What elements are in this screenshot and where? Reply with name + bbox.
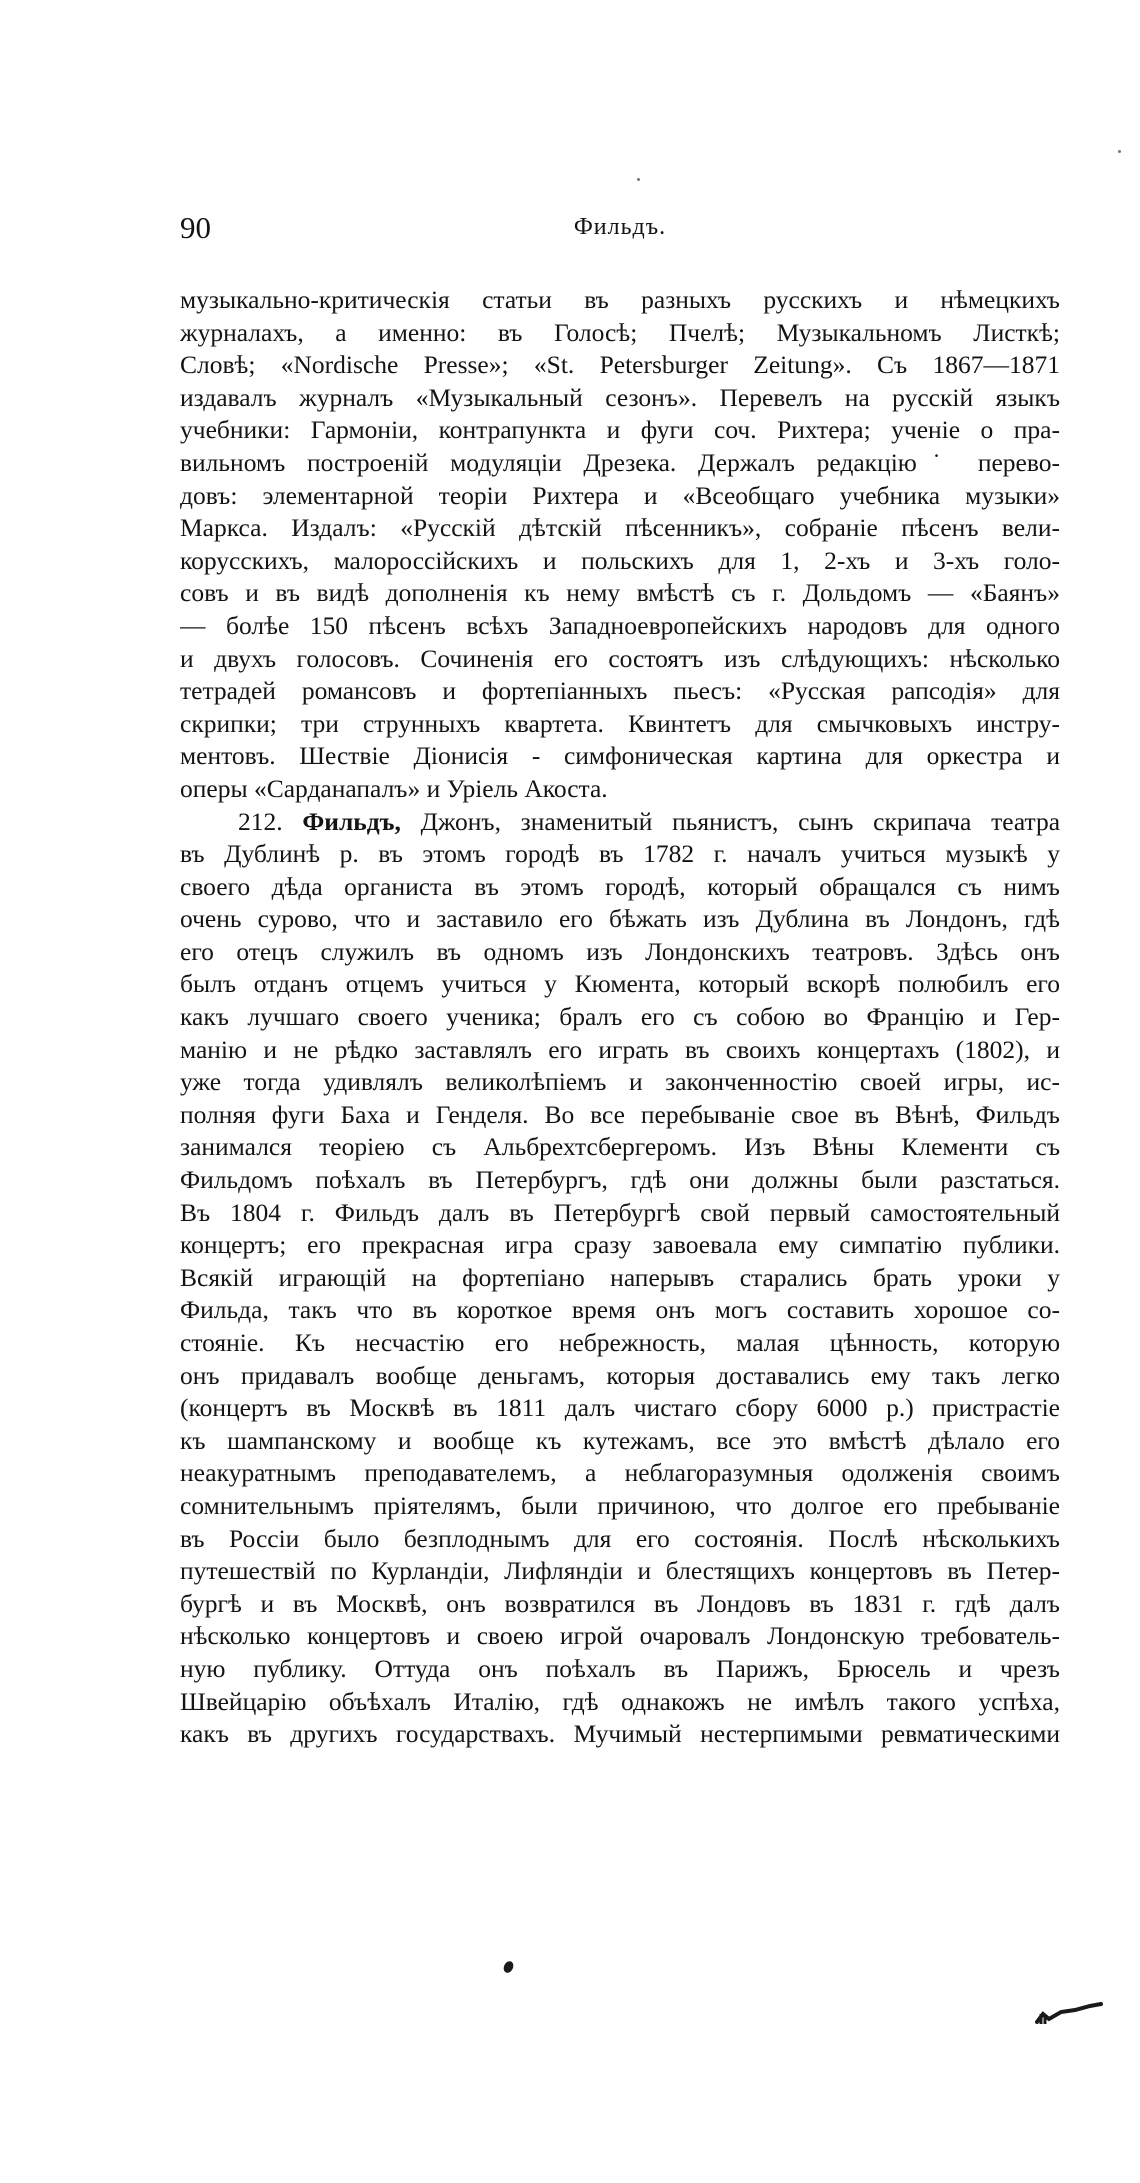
- text-line: и двухъ голосовъ. Сочиненія его состоятъ изъ слѣдующихъ: нѣсколько: [180, 643, 1060, 673]
- running-head: Фильдъ.: [573, 214, 667, 240]
- text-line: ментовъ. Шествіе Діонисія - симфоническая картина для оркестра и: [180, 741, 1060, 771]
- body-text: [180, 284, 1060, 1751]
- text-line: Всякій играющій на фортепіано наперывъ старались брать уроки у: [180, 1262, 1060, 1292]
- page-header: [180, 210, 1060, 250]
- text-line: бургѣ и въ Москвѣ, онъ возвратился въ Лондовъ въ 1831 г. гдѣ далъ: [180, 1588, 1060, 1618]
- text-line: учебники: Гармоніи, контрапункта и фуги соч. Рихтера; ученіе о пра-: [180, 415, 1060, 445]
- text-line: онъ придавалъ вообще деньгамъ, которыя доставались ему такъ легко: [180, 1360, 1060, 1390]
- ink-scratch-mark: [1035, 2000, 1105, 2030]
- text-line: нѣсколько концертовъ и своею игрой очаровалъ Лондонскую требователь-: [180, 1621, 1060, 1651]
- text-line: Швейцарію объѣхалъ Италію, гдѣ однакожъ не имѣлъ такого успѣха,: [180, 1686, 1060, 1716]
- entry-headword: Фильдъ,: [302, 806, 401, 836]
- paragraph-continuation: [180, 284, 1060, 806]
- speck-mark: [1118, 150, 1121, 153]
- ink-blot: [502, 1960, 515, 1975]
- text-line: къ шампанскому и вообще къ кутежамъ, все это вмѣстѣ дѣлало его: [180, 1425, 1060, 1455]
- text-line: въ Дублинѣ р. въ этомъ городѣ въ 1782 г. началъ учиться музыкѣ у: [180, 839, 1060, 869]
- text-line: совъ и въ видѣ дополненія къ нему вмѣстѣ съ г. Дольдомъ — «Баянъ»: [180, 578, 1060, 608]
- text-line: Фильда, такъ что въ короткое время онъ могъ составить хорошое со-: [180, 1295, 1060, 1325]
- text-line: неакуратнымъ преподавателемъ, а неблагоразумныя одолженія своимъ: [180, 1458, 1060, 1488]
- speck-mark: [637, 178, 640, 181]
- text-line: — болѣе 150 пѣсенъ всѣхъ Западноевропейскихъ народовъ для одного: [180, 610, 1060, 640]
- text-line: вильномъ построеній модуляціи Дрезека. Держалъ редакцію˙ перево-: [180, 447, 1060, 477]
- text-line: манію и не рѣдко заставлялъ его играть въ своихъ концертахъ (1802), и: [180, 1034, 1060, 1064]
- entry-first-line: [180, 806, 1060, 839]
- text-line: тетрадей романсовъ и фортепіанныхъ пьесъ: «Русская рапсодія» для: [180, 676, 1060, 706]
- page-number: 90: [180, 210, 211, 245]
- entry-number: 212.: [238, 806, 283, 836]
- text-line: занимался теоріею съ Альбрехтсбергеромъ. Изъ Вѣны Клементи съ: [180, 1132, 1060, 1162]
- text-line: сомнительнымъ пріятелямъ, были причиною, что долгое его пребываніе: [180, 1490, 1060, 1520]
- text-line: какъ лучшаго своего ученика; бралъ его съ собою во Францію и Гер-: [180, 1002, 1060, 1032]
- text-line: Въ 1804 г. Фильдъ далъ въ Петербургѣ свой первый самостоятельный: [180, 1197, 1060, 1227]
- text-line: своего дѣда органиста въ этомъ городѣ, который обращался съ нимъ: [180, 871, 1060, 901]
- text-line: его отецъ служилъ въ одномъ изъ Лондонскихъ театровъ. Здѣсь онъ: [180, 936, 1060, 966]
- text-line: издавалъ журналъ «Музыкальный сезонъ». Перевелъ на русскій языкъ: [180, 382, 1060, 412]
- text-line: Маркса. Издалъ: «Русскій дѣтскій пѣсенникъ», собраніе пѣсенъ вели-: [180, 513, 1060, 543]
- text-line: въ Россіи было безплоднымъ для его состоянія. Послѣ нѣсколькихъ: [180, 1523, 1060, 1553]
- text-line: очень сурово, что и заставило его бѣжать изъ Дублина въ Лондонъ, гдѣ: [180, 904, 1060, 934]
- text-line: ную публику. Оттуда онъ поѣхалъ въ Парижъ, Брюсель и чрезъ: [180, 1653, 1060, 1683]
- text-line: былъ отданъ отцемъ учиться у Кюмента, который вскорѣ полюбилъ его: [180, 969, 1060, 999]
- text-line: (концертъ въ Москвѣ въ 1811 далъ чистаго сбору 6000 р.) пристрастіе: [180, 1393, 1060, 1423]
- text-line: какъ въ другихъ государствахъ. Мучимый нестерпимыми ревматическими: [180, 1719, 1060, 1749]
- text-line: оперы «Сарданапалъ» и Уріель Акоста.: [180, 773, 608, 803]
- text-line: полняя фуги Баха и Генделя. Во все перебываніе свое въ Вѣнѣ, Фильдъ: [180, 1099, 1060, 1129]
- entry-first-line-text: Джонъ, знаменитый пьянистъ, сынъ скрипача театра: [420, 806, 1060, 836]
- text-line: уже тогда удивлялъ великолѣпіемъ и законченностію своей игры, ис-: [180, 1067, 1060, 1097]
- text-line: Словѣ; «Nordische Presse»; «St. Petersburger Zeitung». Съ 1867—1871: [180, 350, 1060, 380]
- text-line: Фильдомъ поѣхалъ въ Петербургъ, гдѣ они должны были разстаться.: [180, 1165, 1060, 1195]
- text-line: корусскихъ, малороссійскихъ и польскихъ для 1, 2-хъ и 3-хъ голо-: [180, 545, 1060, 575]
- text-line: стояніе. Къ несчастію его небрежность, малая цѣнность, которую: [180, 1328, 1060, 1357]
- text-line: путешествій по Курландіи, Лифляндіи и блестящихъ концертовъ въ Петер-: [180, 1556, 1060, 1586]
- text-line: скрипки; три струнныхъ квартета. Квинтетъ для смычковыхъ инстру-: [180, 708, 1060, 738]
- text-line: концертъ; его прекрасная игра сразу завоевала ему симпатію публики.: [180, 1230, 1060, 1260]
- text-line: журналахъ, а именно: въ Голосѣ; Пчелѣ; Музыкальномъ Листкѣ;: [180, 317, 1060, 347]
- entry-212: [180, 806, 1060, 1751]
- text-line: музыкально-критическія статьи въ разныхъ русскихъ и нѣмецкихъ: [180, 285, 1060, 314]
- text-line: довъ: элементарной теоріи Рихтера и «Всеобщаго учебника музыки»: [180, 480, 1060, 510]
